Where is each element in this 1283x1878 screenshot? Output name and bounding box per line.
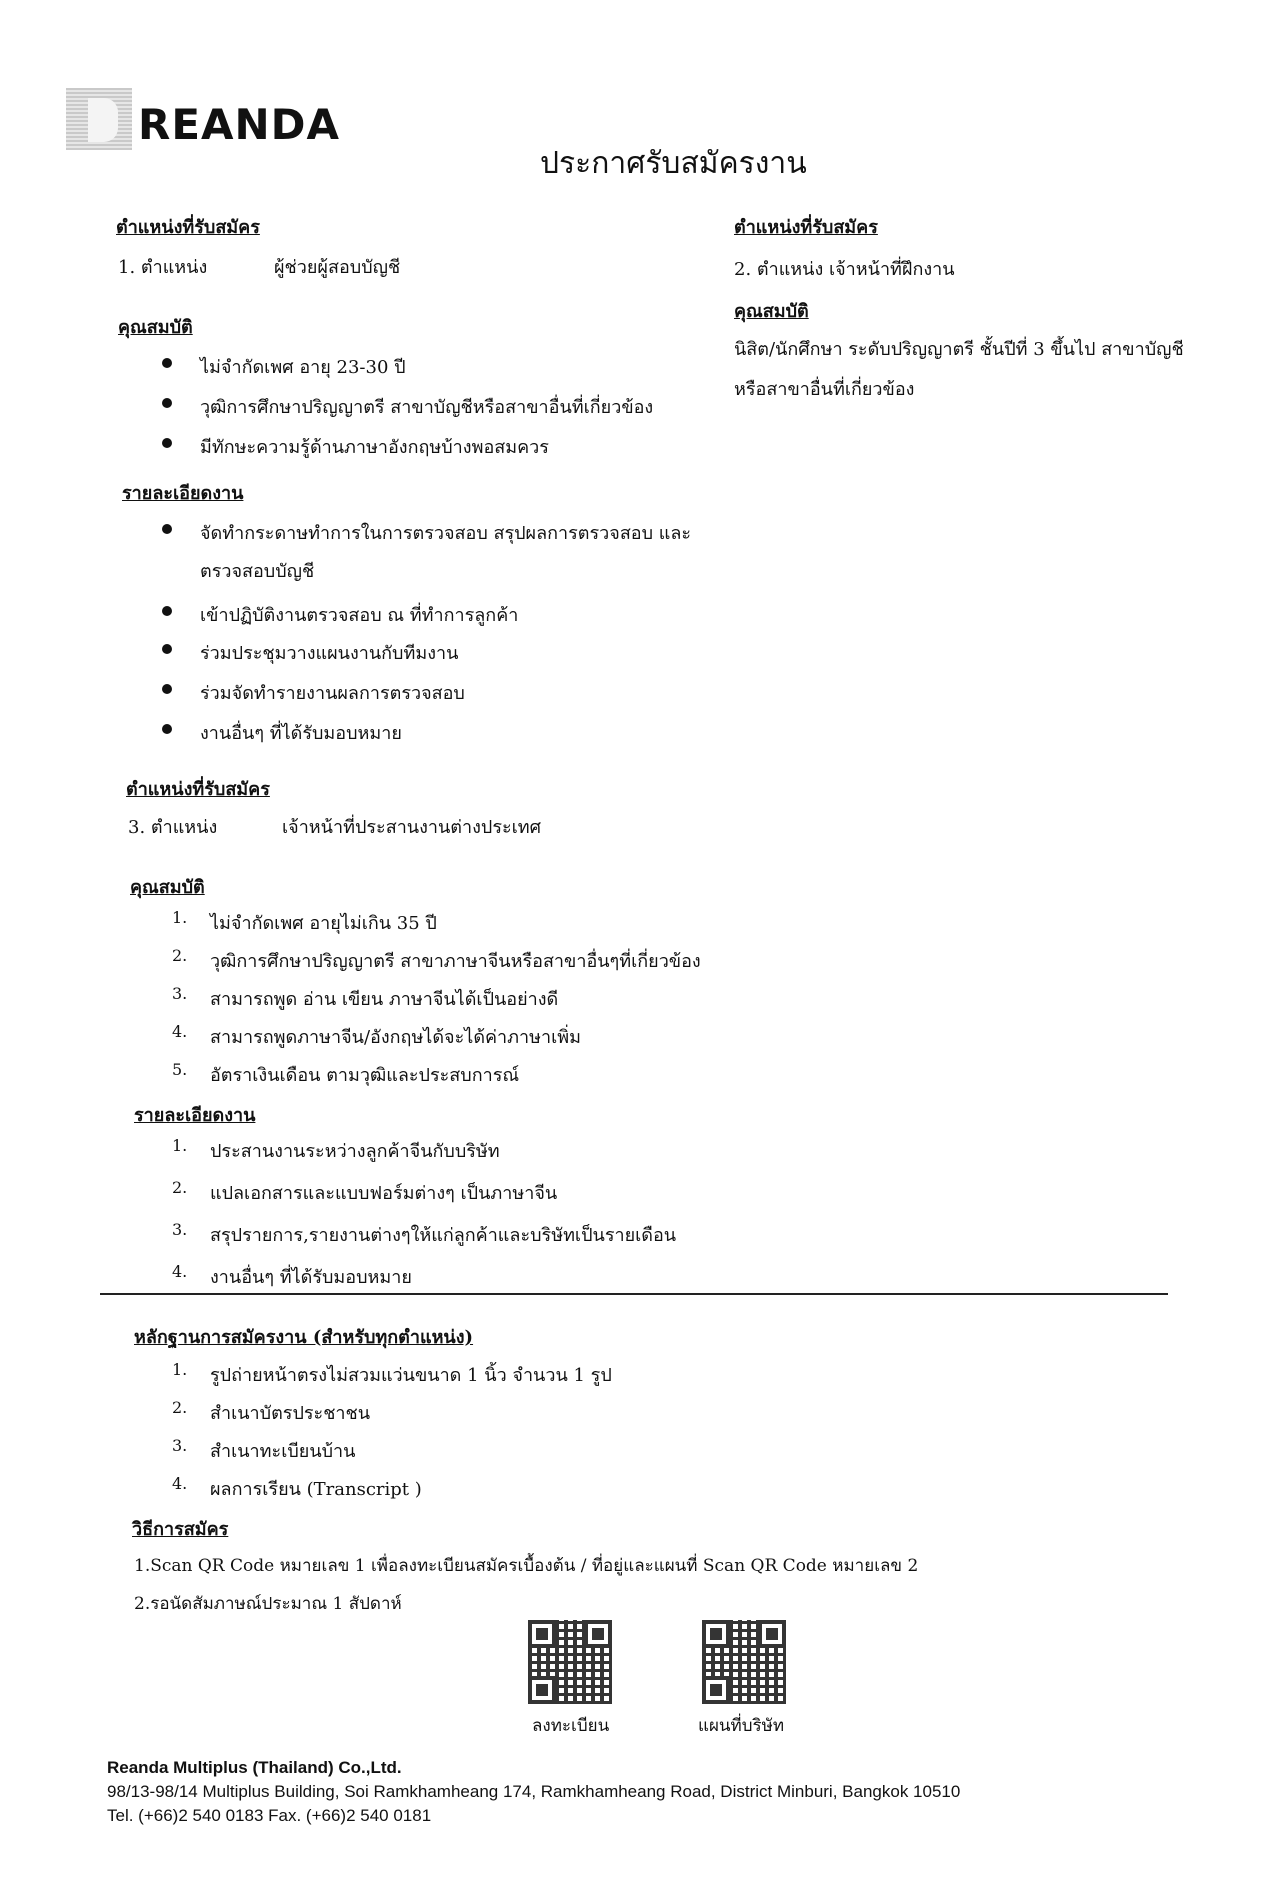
page-title: ประกาศรับสมัครงาน (540, 146, 807, 181)
position2-qual-line2: หรือสาขาอื่นที่เกี่ยวข้อง (734, 379, 915, 400)
bullet-icon (162, 358, 172, 368)
list-item: มีทักษะความรู้ด้านภาษาอังกฤษบ้างพอสมควร (200, 432, 653, 472)
company-logo-text: REANDA (138, 100, 341, 149)
list-item: ไม่จำกัดเพศ อายุ 23-30 ปี (200, 352, 653, 392)
qr-finder (758, 1620, 786, 1648)
footer-address: 98/13-98/14 Multiplus Building, Soi Ramkhamheang 174, Ramkhamheang Road, District Minburi, Bangkok 10510 (107, 1782, 961, 1801)
position1-qualifications (200, 352, 653, 472)
list-item: 4. ผลการเรียน (Transcript ) (172, 1474, 422, 1500)
list-item: งานอื่นๆ ที่ได้รับมอบหมาย (200, 718, 691, 758)
list-item: เข้าปฏิบัติงานตรวจสอบ ณ ที่ทำการลูกค้า (200, 600, 691, 638)
position1-label: 1. ตำแหน่ง (118, 257, 208, 278)
apply-step1: 1.Scan QR Code หมายเลข 1 เพื่อลงทะเบียนสมัครเบื้องต้น / ที่อยู่และแผนที่ Scan QR Code หมายเลข 2 (134, 1556, 919, 1576)
apply-step2: 2.รอนัดสัมภาษณ์ประมาณ 1 สัปดาห์ (134, 1594, 402, 1614)
bullet-icon (162, 606, 172, 616)
list-item: วุฒิการศึกษาปริญญาตรี สาขาบัญชีหรือสาขาอื่นที่เกี่ยวข้อง (200, 392, 653, 432)
position3-qualifications (172, 908, 701, 1098)
list-item: 4. สามารถพูดภาษาจีน/อังกฤษได้จะได้ค่าภาษาเพิ่ม (172, 1022, 581, 1048)
section-divider (100, 1293, 1168, 1295)
bullet-icon (162, 644, 172, 654)
position3-label: 3. ตำแหน่ง (128, 817, 218, 838)
bullet-icon (162, 524, 172, 534)
footer-contact: Tel. (+66)2 540 0183 Fax. (+66)2 540 0181 (107, 1806, 432, 1825)
position3-details (172, 1136, 677, 1304)
list-item: ร่วมจัดทำรายงานผลการตรวจสอบ (200, 678, 691, 718)
qr-finder (528, 1620, 556, 1648)
qr-finder (584, 1620, 612, 1648)
qr-finder (702, 1676, 730, 1704)
list-item: 1. ประสานงานระหว่างลูกค้าจีนกับบริษัท (172, 1136, 500, 1162)
qr-finder (702, 1620, 730, 1648)
position1-heading: ตำแหน่งที่รับสมัคร (116, 217, 260, 238)
list-item: 1. รูปถ่ายหน้าตรงไม่สวมแว่นขนาด 1 นิ้ว จำนวน 1 รูป (172, 1360, 612, 1386)
position2-qual-line1: นิสิต/นักศึกษา ระดับปริญญาตรี ชั้นปีที่ 3 ขึ้นไป สาขาบัญชี (734, 339, 1184, 360)
qr-caption-register: ลงทะเบียน (532, 1716, 610, 1736)
position1-details (200, 518, 691, 758)
list-item: 3. สำเนาทะเบียนบ้าน (172, 1436, 356, 1462)
bullet-icon (162, 684, 172, 694)
documents-list (172, 1360, 612, 1512)
position3-name: เจ้าหน้าที่ประสานงานต่างประเทศ (282, 817, 542, 838)
position1-detail-heading: รายละเอียดงาน (122, 483, 244, 504)
position3-qual-heading: คุณสมบัติ (130, 877, 205, 898)
position3-heading: ตำแหน่งที่รับสมัคร (126, 779, 270, 800)
reanda-logo-icon (66, 88, 132, 150)
footer-company: Reanda Multiplus (Thailand) Co.,Ltd. (107, 1758, 402, 1777)
position3-detail-heading: รายละเอียดงาน (134, 1105, 256, 1126)
position1-name: ผู้ช่วยผู้สอบบัญชี (274, 257, 401, 278)
position1-qual-heading: คุณสมบัติ (118, 317, 193, 338)
bullet-icon (162, 438, 172, 448)
qr-code-register-icon[interactable] (528, 1620, 612, 1704)
position2-line: 2. ตำแหน่ง เจ้าหน้าที่ฝึกงาน (734, 259, 955, 280)
bullet-icon (162, 724, 172, 734)
list-item: 4. งานอื่นๆ ที่ได้รับมอบหมาย (172, 1262, 412, 1288)
list-item: 3. สรุปรายการ,รายงานต่างๆให้แก่ลูกค้าและบริษัทเป็นรายเดือน (172, 1220, 677, 1246)
list-item: 5. อัตราเงินเดือน ตามวุฒิและประสบการณ์ (172, 1060, 520, 1086)
list-item: 2. แปลเอกสารและแบบฟอร์มต่างๆ เป็นภาษาจีน (172, 1178, 558, 1204)
position2-qual-heading: คุณสมบัติ (734, 301, 809, 322)
list-item: 2. วุฒิการศึกษาปริญญาตรี สาขาภาษาจีนหรือสาขาอื่นๆที่เกี่ยวข้อง (172, 946, 701, 972)
list-item: 3. สามารถพูด อ่าน เขียน ภาษาจีนได้เป็นอย่างดี (172, 984, 559, 1010)
qr-finder (528, 1676, 556, 1704)
qr-caption-map: แผนที่บริษัท (698, 1716, 785, 1736)
apply-heading: วิธีการสมัคร (132, 1519, 229, 1540)
qr-code-map-icon[interactable] (702, 1620, 786, 1704)
list-item: ตรวจสอบบัญชี (200, 561, 315, 582)
list-item: 1. ไม่จำกัดเพศ อายุไม่เกิน 35 ปี (172, 908, 437, 934)
bullet-icon (162, 398, 172, 408)
list-item: จัดทำกระดาษทำการในการตรวจสอบ สรุปผลการตรวจสอบ และ (200, 518, 691, 556)
list-item: 2. สำเนาบัตรประชาชน (172, 1398, 371, 1424)
position2-heading: ตำแหน่งที่รับสมัคร (734, 217, 878, 238)
documents-heading: หลักฐานการสมัครงาน (สำหรับทุกตำแหน่ง) (134, 1327, 474, 1348)
list-item: ร่วมประชุมวางแผนงานกับทีมงาน (200, 638, 691, 678)
